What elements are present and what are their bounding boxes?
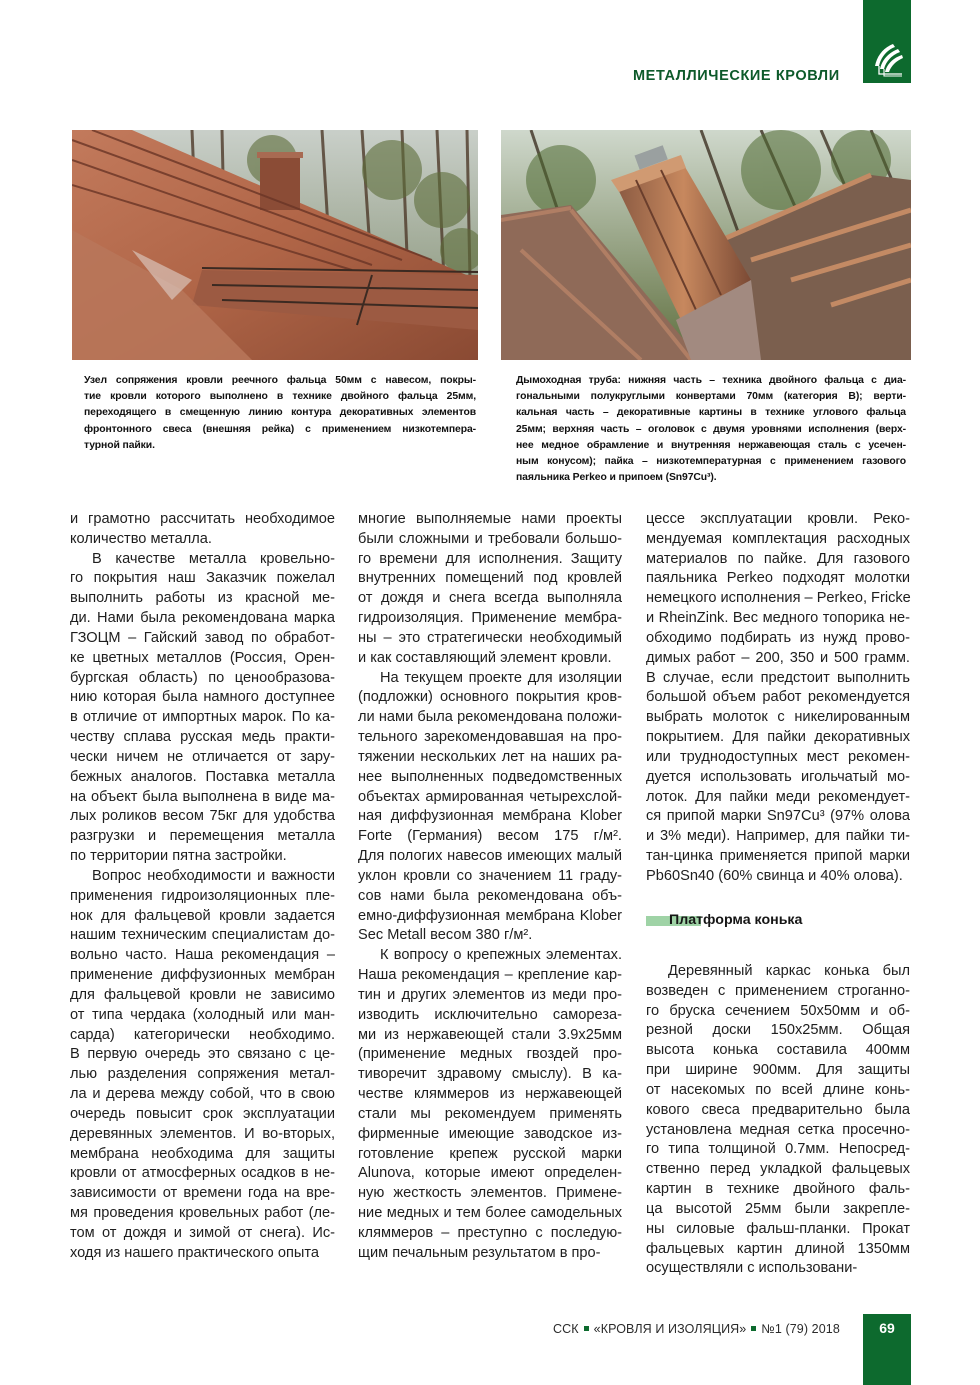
text-line: го типа толщиной 0.7мм. Непосред- xyxy=(646,1141,910,1158)
text-line: том от дождя и зимой от снега). Ис- xyxy=(70,1224,335,1241)
article-column-3 xyxy=(646,510,910,887)
caption-line: переходящего в смещенную линию контура декоративных элементов xyxy=(84,407,476,419)
copper-roof-seam-photo xyxy=(72,130,478,360)
text-line: фирменные имеющие заводское из- xyxy=(358,1125,622,1142)
text-line: многие выполняемые нами проекты xyxy=(358,511,622,527)
caption-line: тие кровли которого выполнено в технике двойного фальца 25мм, xyxy=(84,391,476,403)
text-line: лоток. Для пайки меди рекомендует- xyxy=(646,788,910,805)
text-line: Sec Metall весом 380 г/м². xyxy=(358,927,533,944)
text-line: дуется использовать игольчатый мо- xyxy=(646,768,910,785)
text-line: кровли от атмосферных осадков в не- xyxy=(70,1165,335,1182)
text-line: (применение медных гвоздей про- xyxy=(358,1046,622,1063)
text-line: уклон кровли со значением 11 граду- xyxy=(358,867,622,884)
footer-separator xyxy=(751,1326,756,1331)
text-line: нок для фальцевой кровли задается xyxy=(70,907,335,924)
text-line: ла и дерева между собой, что в свою xyxy=(70,1086,335,1103)
text-line: от типа чердака (холодный или ман- xyxy=(70,1006,335,1023)
text-line: мембрана необходима для защиты xyxy=(70,1145,335,1162)
copper-chimney-photo xyxy=(501,130,911,360)
text-line: го покрытия наш Заказчик пожелал xyxy=(70,570,335,587)
text-line: В первую очередь это связано с це- xyxy=(70,1046,335,1063)
text-line: тяжении нескольких лет на наших ра- xyxy=(358,748,622,765)
caption-line: 25мм; верхняя часть – оголовок с двумя уровнями исполнения (верх- xyxy=(516,423,906,435)
text-line: паяльника Perkeo подходят молотки xyxy=(646,570,910,587)
caption-line: фронтонного свеса (внешняя рейка) с применением низкотемпера- xyxy=(84,423,476,435)
text-line: большой объем работ рекомендуется xyxy=(646,689,910,706)
text-line: ственно перед укладкой фальцевых xyxy=(646,1161,910,1178)
text-line: нее выполненных подведомственных xyxy=(358,768,622,785)
text-line: бургская область) по ценообразова- xyxy=(70,669,335,686)
text-line: картин в технике двойного фаль- xyxy=(646,1181,910,1198)
text-line: нашим техническим специалистам до- xyxy=(70,927,335,944)
text-line: готовление крепеж русской марки xyxy=(358,1145,622,1162)
text-line: материалов по пайке. Для газового xyxy=(646,550,910,567)
text-line: Для пологих навесов имеющих малый xyxy=(358,848,622,865)
text-line: объектах армированная четырехслой- xyxy=(358,788,622,805)
text-line: при ширине 900мм. Для защиты xyxy=(646,1062,910,1079)
text-line: кляммеров – преступно с последую- xyxy=(358,1224,622,1241)
text-line: выбрать молоток с никелированным xyxy=(646,709,910,726)
text-line: на объект была выполнена в виде ма- xyxy=(70,788,335,805)
text-line: обходимо подбирать из нужд прово- xyxy=(646,629,910,646)
subheading-text: Платформа конька xyxy=(669,912,803,928)
text-line: ние медных и тем более самодельных xyxy=(358,1204,622,1221)
text-line: Pb60Sn40 (60% свинца и 40% олова). xyxy=(646,867,903,884)
caption-line: кальная часть – декоративные картины в технике углового фальца xyxy=(516,407,906,419)
text-line: применения гидроизоляционных пле- xyxy=(70,887,335,904)
text-line: ходя из нашего практического опыта xyxy=(70,1244,319,1261)
text-line: и как составляющий элемент кровли. xyxy=(358,649,612,666)
text-line: ГЗОЦМ – Гайский завод по обработ- xyxy=(70,629,335,646)
text-line: и 3% меди). Например, для пайки ти- xyxy=(646,828,910,845)
text-line: ны – это стратегически необходимый xyxy=(358,629,622,646)
text-line: резной доски 150х25мм. Общая xyxy=(646,1022,910,1039)
subheading xyxy=(646,912,910,934)
text-line: Деревянный каркас конька был xyxy=(668,963,910,979)
leaf-arcs-logo-icon xyxy=(869,36,905,80)
text-line: тельного зарекомендовавшая на про- xyxy=(358,729,622,746)
text-line: го бруска сечением 50х50мм и об- xyxy=(646,1002,910,1019)
caption-line: ным конусом); пайка – низкотемпературная с применением газового xyxy=(516,456,906,468)
text-line: мендуемая комплектация расходных xyxy=(646,530,910,547)
text-line: щим печальным результатом в про- xyxy=(358,1244,601,1261)
text-line: разгрузки и перемещения металла xyxy=(70,828,335,845)
text-line: деревянных элементов. И во-вторых, xyxy=(70,1125,335,1142)
text-line: кового свеса предварительно была xyxy=(646,1101,910,1118)
text-line: честву сплава русская медь практи- xyxy=(70,729,335,746)
photo-caption xyxy=(516,373,906,486)
text-line: Вопрос необходимости и важности xyxy=(92,867,335,884)
text-line: количество металла. xyxy=(70,530,212,547)
text-line: ца высотой 25мм были закрепле- xyxy=(646,1200,910,1217)
text-line: нию которая была намного доступнее xyxy=(70,689,335,706)
footer-publisher: ССК xyxy=(553,1322,579,1336)
photo-caption xyxy=(84,373,476,454)
text-line: возведен с применением строганно- xyxy=(646,982,910,999)
text-line: честве кляммеров из нержавеющей xyxy=(358,1086,622,1103)
text-line: го времени для исполнения. Защиту xyxy=(358,550,622,567)
text-line: установлена медная сетка просечно- xyxy=(646,1121,910,1138)
text-line: изводить исключительно самореза- xyxy=(358,1006,622,1023)
text-line: и грамотно рассчитать необходимое xyxy=(70,511,335,527)
text-line: тин и других элементов из меди про- xyxy=(358,986,622,1003)
text-line: ная диффузионная мембрана Klober xyxy=(358,808,622,825)
article-column-3-continued xyxy=(646,962,910,1279)
text-line: чески ничем не отличается от зару- xyxy=(70,748,335,765)
text-line: Наша рекомендация – крепление кар- xyxy=(358,967,622,984)
text-line: цессе эксплуатации кровли. Реко- xyxy=(646,511,910,527)
text-line: осуществляли с использовани- xyxy=(646,1260,858,1277)
text-line: и RheinZink. Вес медного топорика не- xyxy=(646,610,910,627)
text-line: высота конька составила 400мм xyxy=(646,1042,910,1059)
text-line: ны силовые фальш-планки. Прокат xyxy=(646,1220,910,1237)
text-line: зависимости от времени года на вре- xyxy=(70,1185,335,1202)
page-number: 69 xyxy=(879,1320,895,1336)
text-line: На текущем проекте для изоляции xyxy=(380,669,622,686)
text-line: ди. Нами была рекомендована марка xyxy=(70,610,335,627)
footer-magazine: «КРОВЛЯ И ИЗОЛЯЦИЯ» xyxy=(593,1322,747,1336)
text-line: емно-диффузионная мембрана Klober xyxy=(358,907,622,924)
footer-publication xyxy=(553,1322,840,1336)
article-column-2 xyxy=(358,510,622,1263)
caption-line: Узел сопряжения кровли реечного фальца 50мм с навесом, покры- xyxy=(84,375,476,386)
text-line: тиворечит здравому смыслу). В ка- xyxy=(358,1066,622,1083)
text-line: В случае, если предстоит выполнить xyxy=(646,669,910,686)
text-line: очередь повысит срок эксплуатации xyxy=(70,1105,335,1122)
text-line: лых роликов весом 75кг для удобства xyxy=(70,808,335,825)
text-line: внутренних помещений под кровлей xyxy=(358,570,622,587)
text-line: лью разделения сопряжения метал- xyxy=(70,1066,335,1083)
footer-issue: №1 (79) 2018 xyxy=(761,1322,840,1336)
text-line: для фальцевой кровли не зависимо xyxy=(70,986,335,1003)
caption-line: Дымоходная труба: нижняя часть – техника двойного фальца с диа- xyxy=(516,375,906,386)
text-line: или труднодоступных мест рекомен- xyxy=(646,748,910,765)
text-line: (подложки) основного покрытия кров- xyxy=(358,689,622,706)
section-title: МЕТАЛЛИЧЕСКИЕ КРОВЛИ xyxy=(633,68,840,84)
text-line: ся припой марки Sn97Cu³ (97% олова xyxy=(646,808,910,825)
text-line: гидроизоляция. Применение мембра- xyxy=(358,610,622,627)
text-line: фальцевых картин длиной 1350мм xyxy=(646,1240,910,1257)
text-line: в отличие от импортных марок. По ка- xyxy=(70,709,335,726)
text-line: по территории пятна застройки. xyxy=(70,848,287,865)
text-line: сарда) категорически необходимо. xyxy=(70,1026,335,1043)
text-line: выполнить работы из красной ме- xyxy=(70,590,335,607)
text-line: бежных аналогов. Поставка металла xyxy=(70,768,335,785)
caption-line: турной пайки. xyxy=(84,439,155,451)
text-line: Forte (Германия) весом 175 г/м². xyxy=(358,828,622,845)
text-line: димых работ – 200, 350 и 500 грамм. xyxy=(646,649,910,666)
text-line: В качестве металла кровельно- xyxy=(92,550,335,567)
text-line: тан-цинка применяется припой марки xyxy=(646,848,910,865)
text-line: мя проведения кровельных работ (ле- xyxy=(70,1204,335,1221)
text-line: покрытием. Для пайки декоративных xyxy=(646,729,910,746)
text-line: К вопросу о крепежных элементах. xyxy=(380,947,622,964)
text-line: применение диффузионных мембран xyxy=(70,967,335,984)
text-line: ми из нержавеющей стали 3.9х25мм xyxy=(358,1026,622,1043)
caption-line: гональными полукруглыми конвертами 70мм (категория В); верти- xyxy=(516,391,906,403)
caption-line: паяльника Perkeo и припоем (Sn97Cu³). xyxy=(516,472,717,484)
text-line: вольно часто. Наша рекомендация – xyxy=(70,947,335,964)
text-line: немецкого исполнения – Perkeo, Fricke xyxy=(646,590,911,607)
article-column-1 xyxy=(70,510,335,1263)
text-line: ную жесткость элементов. Примене- xyxy=(358,1185,622,1202)
text-line: от дождя и снега всегда выполняла xyxy=(358,590,622,607)
text-line: от насекомых по всей длине конь- xyxy=(646,1081,910,1098)
text-line: ли нами была рекомендована положи- xyxy=(358,709,622,726)
text-line: Alunova, которые имеют определен- xyxy=(358,1165,622,1182)
caption-line: нее медное обрамление и внутренняя нержавеющая сталь с усечен- xyxy=(516,439,906,451)
footer-separator xyxy=(584,1326,589,1331)
text-line: ке цветных металлов (Россия, Орен- xyxy=(70,649,335,666)
text-line: были сложными и требовали большо- xyxy=(358,530,622,547)
text-line: сов нами была рекомендована объ- xyxy=(358,887,622,904)
text-line: стали мы рекомендуем применять xyxy=(358,1105,622,1122)
